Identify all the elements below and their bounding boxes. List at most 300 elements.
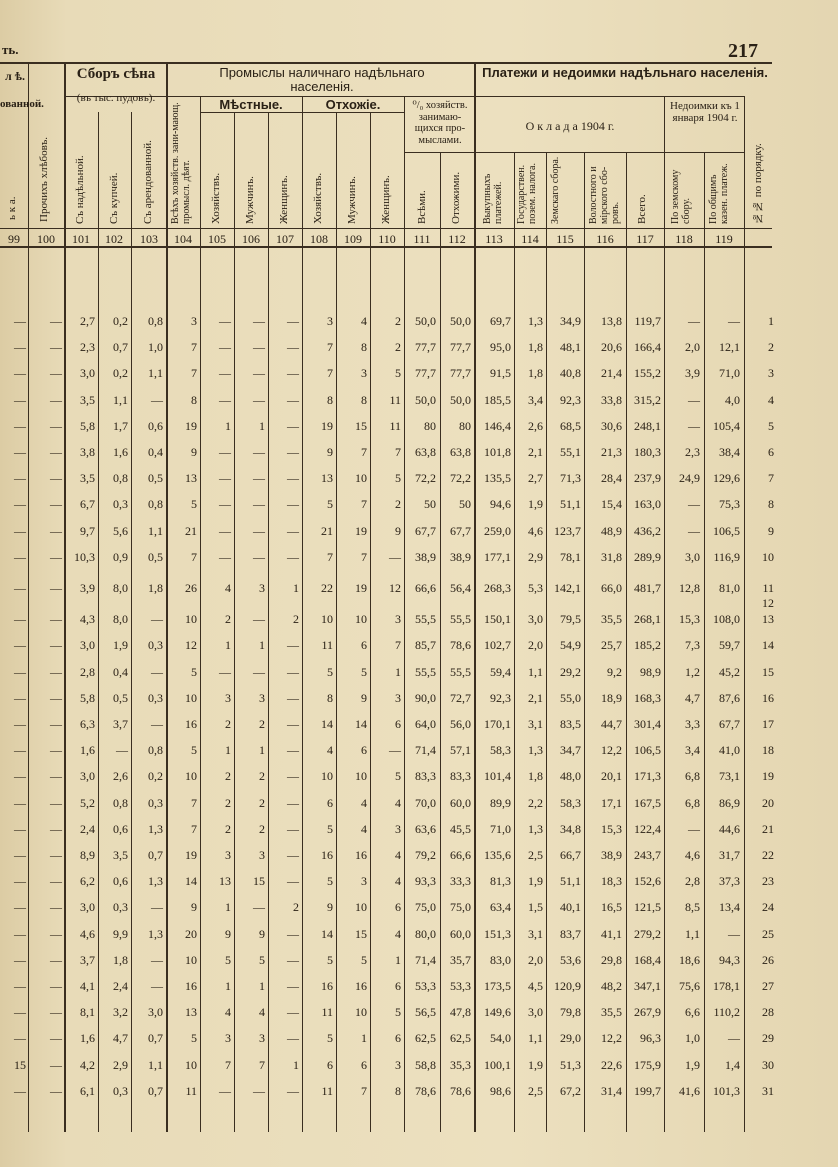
table-cell: 3,3 bbox=[685, 717, 700, 731]
table-cell: 0,5 bbox=[113, 690, 128, 705]
table-cell: 0,6 bbox=[148, 418, 163, 433]
table-cell: 5 bbox=[327, 497, 333, 512]
table-cell: 8 bbox=[327, 690, 333, 705]
table-cell: — bbox=[14, 314, 26, 328]
table-cell: 2 bbox=[225, 769, 231, 784]
table-cell: 6 bbox=[361, 1057, 367, 1072]
table-cell: — bbox=[151, 717, 163, 731]
table-cell: 2,4 bbox=[113, 979, 128, 993]
table-cell: 2,5 bbox=[528, 1083, 543, 1098]
column-number: 102 bbox=[105, 232, 123, 246]
table-cell: 57,1 bbox=[450, 743, 471, 758]
table-cell: 21 bbox=[185, 523, 197, 538]
table-cell: 12,2 bbox=[601, 1031, 622, 1046]
row-number: 26 bbox=[762, 952, 774, 967]
table-cell: 2 bbox=[293, 900, 299, 915]
table-cell: 12 bbox=[389, 581, 401, 595]
table-cell: 2 bbox=[225, 717, 231, 731]
table-cell: 5,3 bbox=[528, 581, 543, 595]
table-cell: 16 bbox=[185, 717, 197, 731]
table-cell: 22 bbox=[321, 581, 333, 595]
column-number: 106 bbox=[242, 232, 260, 246]
table-cell: 2,8 bbox=[685, 874, 700, 889]
table-cell: 4 bbox=[395, 795, 401, 810]
table-cell: 72,2 bbox=[415, 471, 436, 486]
table-cell: 6,8 bbox=[685, 795, 700, 810]
table-cell: 0,4 bbox=[148, 445, 163, 459]
column-number: 108 bbox=[310, 232, 328, 246]
table-cell: 1,6 bbox=[80, 743, 95, 758]
table-cell: 9 bbox=[191, 900, 197, 915]
table-cell: — bbox=[688, 523, 700, 538]
table-cell: — bbox=[50, 743, 62, 758]
otkhozhie-khoz-label: Хозяйствъ. bbox=[312, 172, 324, 224]
table-cell: — bbox=[287, 821, 299, 836]
table-cell: — bbox=[219, 445, 231, 459]
table-cell: — bbox=[50, 926, 62, 941]
table-row bbox=[0, 953, 838, 975]
table-cell: 3 bbox=[361, 366, 367, 381]
table-cell: 67,2 bbox=[560, 1083, 581, 1098]
table-cell: 4,1 bbox=[80, 979, 95, 993]
table-cell: 5 bbox=[361, 664, 367, 679]
table-cell: 79,2 bbox=[415, 848, 436, 862]
table-cell: 21 bbox=[321, 523, 333, 538]
table-cell: — bbox=[50, 1083, 62, 1098]
row-number: 7 bbox=[768, 471, 774, 486]
table-cell: 347,1 bbox=[634, 979, 661, 993]
table-cell: 9,7 bbox=[80, 523, 95, 538]
table-cell: 8,0 bbox=[113, 581, 128, 595]
table-cell: — bbox=[219, 340, 231, 355]
cut-header-fragment: ть. bbox=[2, 42, 19, 57]
table-cell: 0,3 bbox=[113, 1083, 128, 1098]
table-cell: 41,0 bbox=[719, 743, 740, 758]
table-row bbox=[0, 524, 838, 546]
table-cell: 155,2 bbox=[634, 366, 661, 381]
table-cell: — bbox=[728, 926, 740, 941]
table-cell: 5 bbox=[191, 743, 197, 758]
table-cell: 2,7 bbox=[528, 471, 543, 486]
table-cell: 129,6 bbox=[713, 471, 740, 486]
table-row bbox=[0, 638, 838, 660]
row-number: 31 bbox=[762, 1083, 774, 1098]
table-cell: 71,4 bbox=[415, 743, 436, 758]
table-cell: 279,2 bbox=[634, 926, 661, 941]
table-cell: 5 bbox=[225, 952, 231, 967]
table-cell: — bbox=[14, 1031, 26, 1046]
seno-subtitle: (въ тыс. пудовъ). bbox=[76, 92, 156, 104]
table-cell: 1 bbox=[225, 979, 231, 993]
table-cell: 24,9 bbox=[679, 471, 700, 486]
table-cell: 1 bbox=[259, 979, 265, 993]
column-number: 100 bbox=[37, 232, 55, 246]
table-cell: 12,8 bbox=[679, 581, 700, 595]
table-cell: — bbox=[219, 471, 231, 486]
table-cell: 3,0 bbox=[148, 1005, 163, 1020]
table-cell: 19 bbox=[355, 523, 367, 538]
column-number: 117 bbox=[636, 232, 654, 246]
table-cell: 2 bbox=[225, 795, 231, 810]
table-cell: 101,4 bbox=[484, 769, 511, 784]
table-cell: 301,4 bbox=[634, 717, 661, 731]
table-cell: 75,0 bbox=[415, 900, 436, 915]
table-cell: 481,7 bbox=[634, 581, 661, 595]
row-number: 15 bbox=[762, 664, 774, 679]
table-row bbox=[0, 1031, 838, 1053]
table-cell: — bbox=[14, 795, 26, 810]
table-cell: 7 bbox=[395, 638, 401, 653]
seno-arendovannoy-label: Съ арендованной. bbox=[142, 140, 154, 224]
table-cell: 18,9 bbox=[601, 690, 622, 705]
table-cell: 38,9 bbox=[450, 549, 471, 564]
table-cell: — bbox=[50, 549, 62, 564]
table-cell: 5 bbox=[259, 952, 265, 967]
table-cell: 96,3 bbox=[640, 1031, 661, 1046]
table-cell: — bbox=[50, 690, 62, 705]
table-cell: 40,8 bbox=[560, 366, 581, 381]
table-cell: 13 bbox=[185, 471, 197, 486]
table-cell: 48,1 bbox=[560, 340, 581, 355]
table-cell: 28,4 bbox=[601, 471, 622, 486]
table-cell: 53,3 bbox=[450, 979, 471, 993]
table-cell: 10 bbox=[355, 769, 367, 784]
table-cell: 90,0 bbox=[415, 690, 436, 705]
table-cell: 17,1 bbox=[601, 795, 622, 810]
table-cell: 83,3 bbox=[415, 769, 436, 784]
table-cell: 69,7 bbox=[490, 314, 511, 328]
column-number: 113 bbox=[485, 232, 503, 246]
table-cell: 9,9 bbox=[113, 926, 128, 941]
table-cell: — bbox=[116, 743, 128, 758]
table-cell: 1,0 bbox=[148, 340, 163, 355]
table-cell: 7 bbox=[361, 445, 367, 459]
table-cell: 178,1 bbox=[713, 979, 740, 993]
table-cell: 55,5 bbox=[450, 612, 471, 627]
table-cell: 75,3 bbox=[719, 497, 740, 512]
table-cell: 259,0 bbox=[484, 523, 511, 538]
table-cell: 6,7 bbox=[80, 497, 95, 512]
table-cell: 1,1 bbox=[148, 366, 163, 381]
table-cell: — bbox=[50, 523, 62, 538]
table-cell: 108,0 bbox=[713, 612, 740, 627]
table-cell: 33,3 bbox=[450, 874, 471, 889]
table-cell: 7 bbox=[259, 1057, 265, 1072]
table-cell: 6 bbox=[395, 900, 401, 915]
table-cell: 1 bbox=[225, 418, 231, 433]
table-cell: 8,1 bbox=[80, 1005, 95, 1020]
table-cell: — bbox=[50, 874, 62, 889]
table-cell: 11 bbox=[389, 392, 401, 407]
table-cell: 3,7 bbox=[80, 952, 95, 967]
table-cell: 0,3 bbox=[148, 638, 163, 653]
table-cell: — bbox=[287, 549, 299, 564]
table-cell: — bbox=[50, 952, 62, 967]
table-cell: 48,0 bbox=[560, 769, 581, 784]
table-cell: 20 bbox=[185, 926, 197, 941]
table-cell: 2,2 bbox=[528, 795, 543, 810]
table-cell: 8 bbox=[361, 340, 367, 355]
table-cell: — bbox=[253, 1083, 265, 1098]
table-cell: 78,6 bbox=[415, 1083, 436, 1098]
table-cell: — bbox=[287, 874, 299, 889]
table-cell: 44,6 bbox=[719, 821, 740, 836]
table-cell: 7 bbox=[395, 445, 401, 459]
table-cell: — bbox=[219, 549, 231, 564]
table-cell: 1,8 bbox=[113, 952, 128, 967]
table-cell: 13,8 bbox=[601, 314, 622, 328]
table-cell: 4,6 bbox=[80, 926, 95, 941]
promysly-title: Промыслы наличнаго надѣльнаго населенія. bbox=[219, 65, 425, 95]
table-cell: — bbox=[728, 1031, 740, 1046]
table-cell: 89,9 bbox=[490, 795, 511, 810]
table-cell: 77,7 bbox=[415, 340, 436, 355]
column-number: 112 bbox=[448, 232, 466, 246]
table-cell: 15 bbox=[355, 418, 367, 433]
seno-title: Сборъ сѣна bbox=[76, 66, 156, 82]
table-cell: 47,8 bbox=[450, 1005, 471, 1020]
table-cell: — bbox=[688, 821, 700, 836]
table-cell: — bbox=[253, 497, 265, 512]
table-cell: 6 bbox=[361, 743, 367, 758]
table-cell: 3,2 bbox=[113, 1005, 128, 1020]
table-cell: — bbox=[14, 717, 26, 731]
table-cell: 4 bbox=[327, 743, 333, 758]
table-cell: 10 bbox=[185, 612, 197, 627]
table-cell: — bbox=[287, 471, 299, 486]
table-cell: 38,9 bbox=[415, 549, 436, 564]
table-cell: 0,8 bbox=[148, 743, 163, 758]
table-cell: — bbox=[287, 418, 299, 433]
table-row bbox=[0, 796, 838, 818]
table-cell: 26 bbox=[185, 581, 197, 595]
table-cell: 16 bbox=[321, 848, 333, 862]
row-number: 2 bbox=[768, 340, 774, 355]
table-cell: 2,6 bbox=[113, 769, 128, 784]
table-cell: 1,8 bbox=[148, 581, 163, 595]
table-cell: — bbox=[287, 1083, 299, 1098]
table-cell: 2,8 bbox=[80, 664, 95, 679]
table-cell: 0,7 bbox=[148, 1031, 163, 1046]
table-cell: 3 bbox=[225, 690, 231, 705]
table-cell: 4 bbox=[225, 581, 231, 595]
table-cell: 67,7 bbox=[415, 523, 436, 538]
table-cell: 1,3 bbox=[148, 821, 163, 836]
table-cell: 80 bbox=[424, 418, 436, 433]
table-cell: 58,3 bbox=[490, 743, 511, 758]
table-cell: 62,5 bbox=[415, 1031, 436, 1046]
table-cell: 85,7 bbox=[415, 638, 436, 653]
table-cell: 5 bbox=[395, 471, 401, 486]
table-cell: 67,7 bbox=[450, 523, 471, 538]
table-cell: 10 bbox=[321, 612, 333, 627]
table-cell: 51,1 bbox=[560, 874, 581, 889]
table-cell: 68,5 bbox=[560, 418, 581, 433]
table-cell: 1 bbox=[259, 418, 265, 433]
table-cell: 0,7 bbox=[148, 1083, 163, 1098]
table-cell: 11 bbox=[321, 1005, 333, 1020]
table-cell: 7 bbox=[327, 549, 333, 564]
table-cell: — bbox=[14, 664, 26, 679]
table-cell: 71,0 bbox=[490, 821, 511, 836]
table-cell: 0,8 bbox=[113, 795, 128, 810]
table-cell: 78,6 bbox=[450, 1083, 471, 1098]
table-cell: 7 bbox=[191, 549, 197, 564]
table-cell: 19 bbox=[355, 581, 367, 595]
table-cell: 35,5 bbox=[601, 1005, 622, 1020]
table-cell: — bbox=[253, 314, 265, 328]
table-cell: 15,3 bbox=[601, 821, 622, 836]
table-cell: 58,8 bbox=[415, 1057, 436, 1072]
row-number: 22 bbox=[762, 848, 774, 862]
table-cell: 1 bbox=[225, 900, 231, 915]
table-cell: 4 bbox=[395, 874, 401, 889]
table-cell: — bbox=[253, 549, 265, 564]
table-cell: 8 bbox=[327, 392, 333, 407]
table-cell: 6,3 bbox=[80, 717, 95, 731]
table-cell: 20,6 bbox=[601, 340, 622, 355]
table-row bbox=[0, 1005, 838, 1027]
otkhozhie-zhen-label: Женщинъ. bbox=[380, 175, 392, 224]
table-cell: 173,5 bbox=[484, 979, 511, 993]
table-cell: 15 bbox=[355, 926, 367, 941]
table-cell: 180,3 bbox=[634, 445, 661, 459]
top-rule bbox=[0, 62, 772, 64]
vsego-label: Всего. bbox=[636, 194, 648, 224]
table-cell: 9 bbox=[395, 523, 401, 538]
table-cell: 3,0 bbox=[80, 900, 95, 915]
table-cell: 167,5 bbox=[634, 795, 661, 810]
table-cell: — bbox=[14, 743, 26, 758]
col-prochikh-label: Прочихъ хлѣбовъ. bbox=[38, 136, 50, 222]
table-cell: 6,1 bbox=[80, 1083, 95, 1098]
table-cell: 35,7 bbox=[450, 952, 471, 967]
table-cell: 94,3 bbox=[719, 952, 740, 967]
table-cell: 6 bbox=[395, 717, 401, 731]
table-cell: — bbox=[287, 366, 299, 381]
table-cell: 8 bbox=[395, 1083, 401, 1098]
table-row bbox=[0, 366, 838, 388]
table-cell: 7 bbox=[361, 549, 367, 564]
zemsk-label: Земскаго сбора. bbox=[550, 156, 561, 224]
table-row bbox=[0, 822, 838, 844]
row-number: 9 bbox=[768, 523, 774, 538]
table-cell: 55,0 bbox=[560, 690, 581, 705]
table-cell: 34,8 bbox=[560, 821, 581, 836]
table-cell: 60,0 bbox=[450, 795, 471, 810]
sub-rule bbox=[474, 96, 744, 97]
table-row bbox=[0, 769, 838, 791]
column-number: 101 bbox=[72, 232, 90, 246]
table-cell: 8 bbox=[361, 392, 367, 407]
table-row bbox=[0, 471, 838, 493]
table-cell: 7 bbox=[327, 340, 333, 355]
table-cell: 5 bbox=[327, 1031, 333, 1046]
row-number: 16 bbox=[762, 690, 774, 705]
table-cell: 166,4 bbox=[634, 340, 661, 355]
table-cell: 7 bbox=[225, 1057, 231, 1072]
table-cell: 4,7 bbox=[685, 690, 700, 705]
table-cell: — bbox=[253, 471, 265, 486]
table-cell: 185,5 bbox=[484, 392, 511, 407]
table-cell: 7 bbox=[191, 340, 197, 355]
table-cell: 3,9 bbox=[685, 366, 700, 381]
table-cell: 1,8 bbox=[528, 366, 543, 381]
table-cell: 75,6 bbox=[679, 979, 700, 993]
table-cell: 5 bbox=[327, 664, 333, 679]
left-partial-vertical-label: ь к а. bbox=[6, 196, 18, 220]
pct-title: ⁰/₀ хозяйств. занимаю-щихся про-мыслами. bbox=[412, 100, 468, 146]
table-row bbox=[0, 612, 838, 634]
table-cell: 67,7 bbox=[719, 717, 740, 731]
table-row bbox=[0, 314, 838, 336]
row-number: 21 bbox=[762, 821, 774, 836]
table-cell: — bbox=[389, 549, 401, 564]
table-cell: — bbox=[50, 612, 62, 627]
table-row bbox=[0, 550, 838, 572]
table-cell: 81,3 bbox=[490, 874, 511, 889]
table-cell: 2,1 bbox=[528, 690, 543, 705]
table-cell: — bbox=[287, 717, 299, 731]
table-cell: 92,3 bbox=[490, 690, 511, 705]
column-number: 111 bbox=[413, 232, 431, 246]
table-cell: — bbox=[50, 900, 62, 915]
table-cell: 106,5 bbox=[713, 523, 740, 538]
table-cell: 0,8 bbox=[148, 497, 163, 512]
table-cell: 0,9 bbox=[113, 549, 128, 564]
row-number: 6 bbox=[768, 445, 774, 459]
table-cell: — bbox=[287, 769, 299, 784]
table-cell: 16,5 bbox=[601, 900, 622, 915]
table-cell: 3,0 bbox=[528, 612, 543, 627]
table-cell: — bbox=[287, 743, 299, 758]
table-cell: — bbox=[287, 664, 299, 679]
table-cell: 50 bbox=[459, 497, 471, 512]
table-cell: 48,2 bbox=[601, 979, 622, 993]
table-cell: 55,5 bbox=[415, 612, 436, 627]
row-number: 13 bbox=[762, 612, 774, 627]
table-cell: 10 bbox=[355, 612, 367, 627]
column-number: 99 bbox=[8, 232, 20, 246]
table-cell: 2,9 bbox=[528, 549, 543, 564]
table-row bbox=[0, 743, 838, 765]
table-cell: — bbox=[287, 1031, 299, 1046]
column-number: 107 bbox=[276, 232, 294, 246]
table-cell: 8 bbox=[191, 392, 197, 407]
table-cell: 63,4 bbox=[490, 900, 511, 915]
table-cell: 11 bbox=[389, 418, 401, 433]
table-cell: — bbox=[14, 418, 26, 433]
po-zemsk-label: По земскому сбору. bbox=[670, 169, 692, 224]
table-cell: — bbox=[14, 690, 26, 705]
table-cell: 2 bbox=[395, 340, 401, 355]
table-row bbox=[0, 900, 838, 922]
table-cell: — bbox=[688, 497, 700, 512]
table-cell: 2 bbox=[293, 612, 299, 627]
table-cell: 19 bbox=[321, 418, 333, 433]
table-cell: — bbox=[14, 874, 26, 889]
table-cell: 66,7 bbox=[560, 848, 581, 862]
table-cell: — bbox=[151, 664, 163, 679]
table-cell: — bbox=[253, 664, 265, 679]
table-cell: 268,3 bbox=[484, 581, 511, 595]
table-cell: — bbox=[50, 821, 62, 836]
table-cell: — bbox=[50, 340, 62, 355]
table-cell: 95,0 bbox=[490, 340, 511, 355]
table-cell: 122,4 bbox=[634, 821, 661, 836]
oklada-label: О к л а д а 1904 г. bbox=[525, 119, 615, 133]
table-cell: 7 bbox=[191, 821, 197, 836]
